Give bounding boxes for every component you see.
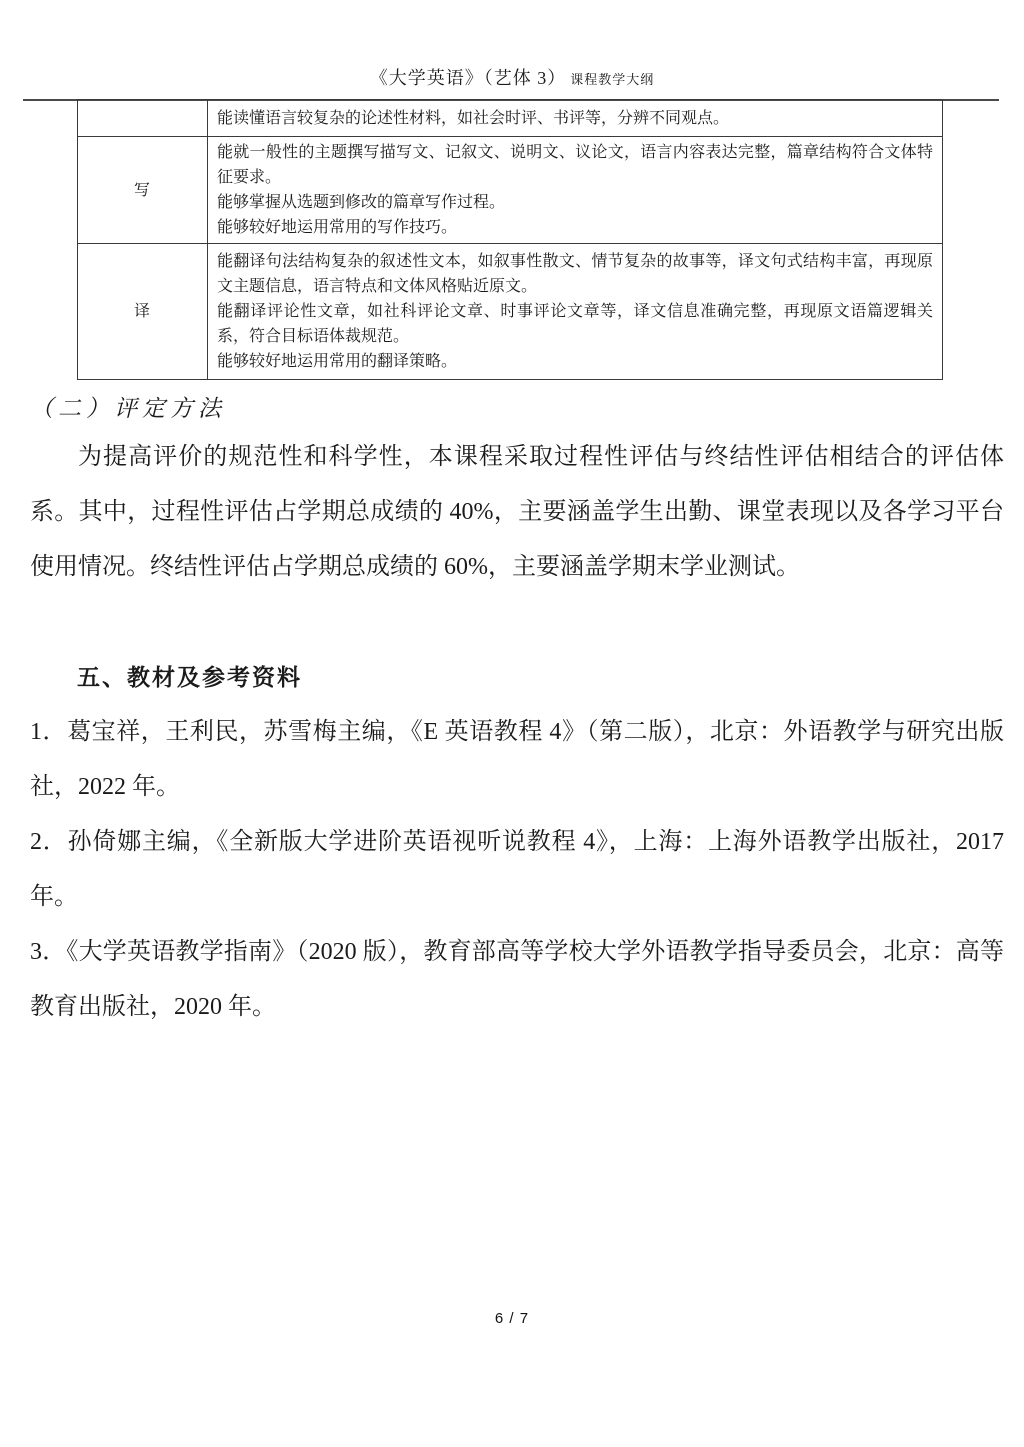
header-subtitle: 课程教学大纲 <box>570 72 655 87</box>
reference-item-3: 3．《大学英语教学指南》（2020 版），教育部高等学校大学外语教学指导委员会，北京：高等教育出版社，2020 年。 <box>30 939 1004 1020</box>
table-row-translation <box>78 244 943 380</box>
skill-item: 能读懂语言较复杂的论述性材料，如社会时评、书评等，分辨不同观点。 <box>217 109 730 127</box>
reference-item-2: 2．孙倚娜主编，《全新版大学进阶英语视听说教程 4》，上海：上海外语教学出版社，2017 年。 <box>30 829 1004 910</box>
skill-label-cell: 写 <box>78 137 208 244</box>
skill-content-cell <box>208 137 943 244</box>
reference-item-1: 1．葛宝祥，王利民，苏雪梅主编，《E 英语教程 4》（第二版），北京：外语教学与研究出版社，2022 年。 <box>30 719 1004 800</box>
header-title: 《大学英语》（艺体 3） <box>369 68 567 88</box>
materials-heading: 五、教材及参考资料 <box>77 664 302 690</box>
skill-label-cell <box>78 100 208 137</box>
skill-item: 能够掌握从选题到修改的篇章写作过程。 <box>217 194 506 211</box>
skill-content-cell <box>208 244 943 380</box>
skills-table <box>77 99 943 380</box>
skill-content-cell <box>208 100 943 137</box>
skill-item: 能翻译句法结构复杂的叙述性文本，如叙事性散文、情节复杂的故事等，译文句式结构丰富，再现原文主题信息，语言特点和文体风格贴近原文。 <box>217 253 933 295</box>
table-row-writing <box>78 137 943 244</box>
table-row-reading <box>78 100 943 137</box>
skill-item: 能就一般性的主题撰写描写文、记叙文、说明文、议论文，语言内容表达完整，篇章结构符合文体特征要求。 <box>217 144 933 186</box>
skill-item: 能翻译评论性文章，如社科评论文章、时事评论文章等，译文信息准确完整，再现原文语篇逻辑关系，符合目标语体裁规范。 <box>217 303 933 345</box>
skill-item: 能够较好地运用常用的写作技巧。 <box>217 219 458 236</box>
skill-item: 能够较好地运用常用的翻译策略。 <box>217 353 458 370</box>
page-header <box>0 64 1024 90</box>
page-number: 6 / 7 <box>494 1310 530 1327</box>
evaluation-method-paragraph: 为提高评价的规范性和科学性，本课程采取过程性评估与终结性评估相结合的评估体系。其中，过程性评估占学期总成绩的 40%，主要涵盖学生出勤、课堂表现以及各学习平台使用情况。终结性评估占学期总成绩的 60%，主要涵盖学期末学业测试。 <box>30 444 1004 580</box>
skill-label-cell: 译 <box>78 244 208 380</box>
evaluation-method-heading: （二）评定方法 <box>30 396 226 421</box>
